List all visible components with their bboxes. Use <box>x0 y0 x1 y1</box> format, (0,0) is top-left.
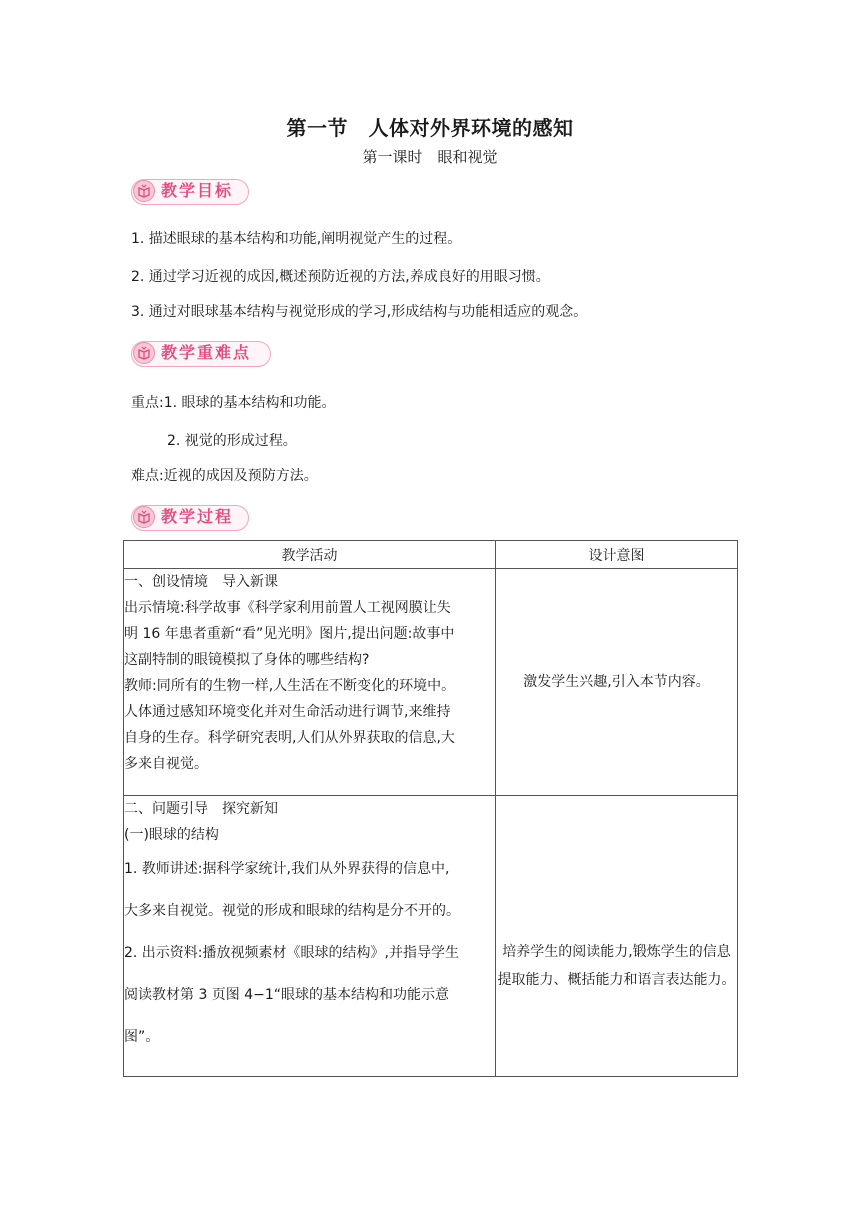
badge-label: 教学过程 <box>161 507 234 526</box>
activity-line: 自身的生存。科学研究表明,人们从外界获取的信息,大 <box>124 730 455 746</box>
activity-line: 一、创设情境 导入新课 <box>124 574 278 590</box>
intent-cell: 培养学生的阅读能力,锻炼学生的信息提取能力、概括能力和语言表达能力。 <box>496 796 738 1077</box>
activity-line: 明 16 年患者重新“看”见光明》图片,提出问题:故事中 <box>124 626 455 642</box>
book-icon <box>133 342 155 364</box>
activity-line: (一)眼球的结构 <box>124 827 219 843</box>
activity-line: 出示情境:科学故事《科学家利用前置人工视网膜让失 <box>124 600 451 616</box>
key-point-line-1: 重点:1. 眼球的基本结构和功能。 <box>131 395 336 411</box>
table-row <box>124 796 738 1077</box>
process-table <box>123 540 738 1077</box>
column-header-intent: 设计意图 <box>496 541 738 569</box>
goal-item-3: 3. 通过对眼球基本结构与视觉形成的学习,形成结构与功能相适应的观念。 <box>131 304 588 320</box>
table-header-row <box>124 541 738 569</box>
page-title: 第一节 人体对外界环境的感知 <box>286 116 574 140</box>
activity-cell <box>124 796 496 1077</box>
badge-label: 教学目标 <box>161 181 234 200</box>
book-icon <box>133 506 155 528</box>
activity-line: 多来自视觉。 <box>124 756 208 772</box>
section-badge-process <box>131 505 249 531</box>
activity-line: 图”。 <box>124 1029 160 1045</box>
column-header-activity: 教学活动 <box>124 541 496 569</box>
key-point-line-2: 2. 视觉的形成过程。 <box>167 433 297 449</box>
difficulty-line: 难点:近视的成因及预防方法。 <box>131 468 318 484</box>
goal-item-1: 1. 描述眼球的基本结构和功能,阐明视觉产生的过程。 <box>131 231 462 247</box>
table-row <box>124 569 738 796</box>
activity-line: 2. 出示资料:播放视频素材《眼球的结构》,并指导学生 <box>124 945 459 961</box>
page-subtitle: 第一课时 眼和视觉 <box>362 148 498 166</box>
section-badge-key-points <box>131 341 271 367</box>
activity-line: 教师:同所有的生物一样,人生活在不断变化的环境中。 <box>124 678 456 694</box>
activity-line: 阅读教材第 3 页图 4−1“眼球的基本结构和功能示意 <box>124 987 450 1003</box>
activity-line: 二、问题引导 探究新知 <box>124 801 278 817</box>
goal-item-2: 2. 通过学习近视的成因,概述预防近视的方法,养成良好的用眼习惯。 <box>131 269 550 285</box>
activity-line: 大多来自视觉。视觉的形成和眼球的结构是分不开的。 <box>124 903 460 919</box>
intent-cell: 激发学生兴趣,引入本节内容。 <box>496 569 738 796</box>
activity-line: 1. 教师讲述:据科学家统计,我们从外界获得的信息中, <box>124 861 450 877</box>
activity-cell <box>124 569 496 796</box>
activity-line: 人体通过感知环境变化并对生命活动进行调节,来维持 <box>124 704 451 720</box>
book-icon <box>133 180 155 202</box>
section-badge-goals <box>131 179 249 205</box>
badge-label: 教学重难点 <box>161 343 252 362</box>
activity-line: 这副特制的眼镜模拟了身体的哪些结构? <box>124 652 370 668</box>
